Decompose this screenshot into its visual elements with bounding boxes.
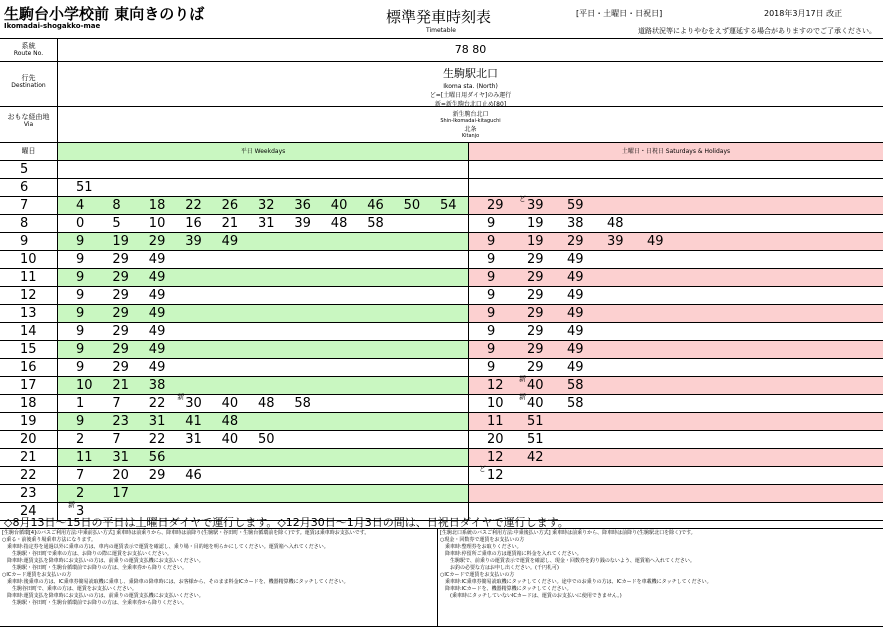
- instruction-line: ○乗る・前後乗り場乗車方法になります。: [2, 537, 96, 543]
- weekday-minutes: [58, 161, 469, 178]
- departure-minute: 4: [76, 198, 85, 213]
- holiday-minutes: [469, 305, 883, 322]
- departure-minute: 22: [148, 432, 166, 447]
- hour-cell: 6: [0, 179, 58, 196]
- departure-minute: 9: [76, 306, 85, 321]
- instruction-line: 生駒駅・谷田町・生駒台循環前でお降りの方は、全乗車券から降りください。: [2, 565, 188, 571]
- instruction-line: 生駒駅・谷田町・生駒台循環前でお降りの方は、全乗車券から降りください。: [2, 600, 188, 606]
- departure-minute: 9: [76, 252, 85, 267]
- holiday-minutes: [469, 395, 883, 412]
- route-label: 系統 Route No.: [0, 39, 58, 61]
- departure-minute: 29: [527, 324, 544, 339]
- departure-minute: 9: [76, 270, 85, 285]
- departure-minute: 40: [330, 198, 348, 213]
- departure-minute: 58: [367, 216, 384, 231]
- departure-minute: 40: [527, 396, 544, 411]
- departure-minute: 39: [294, 216, 311, 231]
- departure-minute: 49: [148, 360, 166, 375]
- departure-minute: 9: [487, 216, 496, 231]
- departure-minute: 1: [76, 396, 85, 411]
- departure-minute: 29: [527, 288, 544, 303]
- departure-minute: 31: [258, 216, 275, 231]
- departure-minute: 2: [76, 432, 85, 447]
- holiday-minutes: [469, 323, 883, 340]
- holiday-minutes: [469, 197, 883, 214]
- departure-minute: 29: [112, 306, 129, 321]
- hour-row: [0, 341, 883, 359]
- delay-warning: 道路状況等によりやむをえず運延する場合がありますのでご了承ください。: [638, 27, 876, 35]
- departure-minute: 10: [148, 216, 166, 231]
- departure-minute: 51: [76, 180, 93, 195]
- departure-minute: 7: [112, 396, 121, 411]
- departure-minute: 58: [567, 396, 584, 411]
- hour-row: [0, 197, 883, 215]
- departure-minute: 49: [567, 252, 584, 267]
- departure-minute: 29: [112, 342, 129, 357]
- weekday-minutes: [58, 305, 469, 322]
- holiday-header: 土曜日・日祝日 Saturdays & Holidays: [469, 143, 883, 160]
- hour-cell: 11: [0, 269, 58, 286]
- hour-cell: 7: [0, 197, 58, 214]
- departure-minute: 49: [647, 234, 664, 249]
- hour-row: [0, 449, 883, 467]
- destination-label: 行先 Destination: [0, 62, 58, 106]
- departure-minute: 23: [112, 414, 129, 429]
- hour-row: [0, 377, 883, 395]
- departure-minute: 9: [487, 252, 496, 267]
- departure-minute: 40: [221, 432, 239, 447]
- departure-minute: 51: [527, 414, 544, 429]
- departure-minute: 22: [148, 396, 166, 411]
- departure-minute: 49: [148, 342, 166, 357]
- holiday-minutes: [469, 341, 883, 358]
- departure-minute: 49: [148, 306, 166, 321]
- hour-cell: 17: [0, 377, 58, 394]
- departure-minute: 10: [76, 378, 93, 393]
- departure-minute: 50: [403, 198, 421, 213]
- holiday-minutes: [469, 377, 883, 394]
- timetable-title-en: Timetable: [426, 27, 456, 34]
- weekday-header: 平日 Weekdays: [58, 143, 469, 160]
- departure-minute: 49: [567, 270, 584, 285]
- departure-minute: 49: [567, 288, 584, 303]
- hour-cell: 15: [0, 341, 58, 358]
- via-label: おもな経由地 Via: [0, 107, 58, 143]
- departure-minute: 29: [527, 360, 544, 375]
- service-days: [平日・土曜日・日祝日]: [576, 9, 663, 18]
- holiday-minutes: [469, 467, 883, 484]
- holiday-minutes: [469, 287, 883, 304]
- hour-row: [0, 485, 883, 503]
- holiday-minutes: [469, 233, 883, 250]
- route-value: 78 80: [454, 43, 487, 56]
- departure-minute: 39: [527, 198, 544, 213]
- instruction-line: ○ICカードで運賃をお支払いの方: [440, 572, 515, 578]
- departure-minute: 9: [76, 324, 85, 339]
- left-instructions: [2, 530, 369, 607]
- hour-row: [0, 215, 883, 233]
- page-header: [0, 0, 887, 36]
- hour-row: [0, 323, 883, 341]
- departure-minute: 12: [487, 378, 504, 393]
- departure-minute: 56: [148, 450, 166, 465]
- revision-date: 2018年3月17日 改正: [764, 9, 843, 18]
- departure-minute: 7: [76, 468, 85, 483]
- hour-cell: 12: [0, 287, 58, 304]
- departure-minute: 5: [112, 216, 121, 231]
- via-value: [58, 107, 883, 143]
- stop-name-en: Ikomadai-shogakko-mae: [4, 22, 101, 30]
- holiday-minutes: [469, 485, 883, 502]
- holiday-minutes: [469, 449, 883, 466]
- weekday-minutes: [58, 341, 469, 358]
- holiday-minutes: [469, 161, 883, 178]
- departure-minute: 49: [148, 270, 166, 285]
- departure-minute: 11: [76, 450, 93, 465]
- weekday-minutes: [58, 251, 469, 268]
- departure-minute: 10: [487, 396, 504, 411]
- weekday-minutes: [58, 287, 469, 304]
- hour-row: [0, 161, 883, 179]
- hour-cell: 10: [0, 251, 58, 268]
- departure-minute: 9: [76, 234, 85, 249]
- instruction-line: 乗車時:IC乗車券簡易読取機にタッチしてください。途中でのお乗りの方は、ICカードを車載機にタッチしてください。: [440, 579, 712, 585]
- instruction-line: 降車時:運賃支払を降車時にお支払いの方は、前乗りの運賃支払機にお支払いください。: [2, 558, 204, 564]
- weekday-minutes: [58, 395, 469, 412]
- trip-mark: ど: [519, 195, 526, 203]
- departure-minute: 16: [185, 216, 202, 231]
- hour-row: [0, 179, 883, 197]
- hour-row: [0, 467, 883, 485]
- departure-minute: 29: [148, 234, 166, 249]
- departure-minute: 49: [567, 324, 584, 339]
- hour-row: [0, 359, 883, 377]
- departure-minute: 29: [112, 288, 129, 303]
- departure-minute: 31: [185, 432, 202, 447]
- instruction-line: 降車時:ICカードを、機器精算機にタッチしてください。: [440, 586, 572, 592]
- departure-minute: 39: [185, 234, 202, 249]
- hour-row: [0, 395, 883, 413]
- departure-minute: 9: [487, 234, 496, 249]
- weekday-minutes: [58, 467, 469, 484]
- hour-row: [0, 287, 883, 305]
- instruction-line: 乗車時:指定券を通過以外に乗車の方は、車内の運賃表示で運賃を確認し、乗り場・目的地を明らかにしてください。運賃箱へ入れてください。: [2, 544, 329, 550]
- instruction-line: 乗車時:後乗車の方は、IC乗車券簡易読取機に乗車し、乗降車の降車時には、お客様から、そのまま料金ICカードを、機器精算機にタッチしてください。: [2, 579, 349, 585]
- instruction-line: [生駒北口系統のバスご利用方法:中乗後払い方式] 乗車時は前乗りから、降車時は前降り(生駒駅北口を除く)です。: [440, 530, 696, 536]
- departure-minute: 46: [367, 198, 384, 213]
- hour-cell: 19: [0, 413, 58, 430]
- departure-minute: 18: [148, 198, 166, 213]
- trip-mark: ど: [479, 465, 486, 473]
- departure-minute: 59: [567, 198, 584, 213]
- departure-minute: 49: [567, 342, 584, 357]
- departure-minute: 9: [76, 360, 85, 375]
- instruction-line: 生駒駅・谷田町で乗車の方は、お降りの際に運賃をお支払いください。: [2, 551, 173, 557]
- departure-minute: 9: [76, 288, 85, 303]
- holiday-minutes: [469, 251, 883, 268]
- departure-minute: 17: [112, 486, 129, 501]
- departure-minute: 29: [112, 360, 129, 375]
- destination-value: [58, 62, 883, 106]
- weekday-minutes: [58, 377, 469, 394]
- departure-minute: 58: [294, 396, 311, 411]
- departure-minute: 39: [607, 234, 624, 249]
- departure-minute: 29: [567, 234, 584, 249]
- instruction-line: 生駒谷田町で、乗車の方は、運賃をお支払いください。: [2, 586, 137, 592]
- departure-minute: 40: [221, 396, 239, 411]
- weekday-minutes: [58, 413, 469, 430]
- departure-minute: 49: [148, 324, 166, 339]
- via-row: [0, 106, 883, 143]
- via-stop-2-en: Kitanjo: [461, 133, 480, 139]
- departure-minute: 26: [221, 198, 239, 213]
- departure-minute: 29: [112, 252, 129, 267]
- hour-row: [0, 251, 883, 269]
- weekday-minutes: [58, 179, 469, 196]
- instruction-line: (乗車時にタッチしていないICカードは、運賃のお支払いに使用できません。): [440, 593, 622, 599]
- departure-minute: 20: [112, 468, 129, 483]
- destination-name-en: Ikoma sta. (North): [443, 83, 498, 90]
- departure-minute: 29: [112, 324, 129, 339]
- departure-minute: 11: [487, 414, 504, 429]
- departure-minute: 9: [487, 324, 496, 339]
- departure-minute: 9: [487, 360, 496, 375]
- departure-minute: 32: [258, 198, 275, 213]
- departure-minute: 48: [221, 414, 239, 429]
- departure-minute: 48: [607, 216, 624, 231]
- instruction-line: 乗車時:整理券をお取りください。: [440, 544, 522, 550]
- hour-cell: 20: [0, 431, 58, 448]
- departure-minute: 42: [527, 450, 544, 465]
- departure-minute: 29: [527, 252, 544, 267]
- departure-minute: 51: [527, 432, 544, 447]
- weekday-minutes: [58, 431, 469, 448]
- instruction-line: ○現金・回数券で運賃をお支払いの方: [440, 537, 525, 543]
- hour-row: [0, 431, 883, 449]
- instruction-line: [生駒台循環[4]のバスご利用方法:中乗前払い方式] 乗車時は前乗りから、降車時は前降り(生駒駅・谷田町・生駒台循環前を除く)です。運賃は乗車時お支払いです。: [2, 530, 370, 536]
- via-stop-2: 北条: [464, 126, 477, 133]
- hour-row: [0, 233, 883, 251]
- instruction-line: 降車時:運賃支払を降車時にお支払いの方は、前乗りの運賃支払機にお支払いください。: [2, 593, 204, 599]
- departure-minute: 41: [185, 414, 202, 429]
- weekday-minutes: [58, 359, 469, 376]
- grid-header-row: [0, 143, 883, 161]
- hour-row: [0, 413, 883, 431]
- departure-minute: 49: [567, 306, 584, 321]
- departure-minute: 49: [567, 360, 584, 375]
- timetable-title: 標準発車時刻表: [386, 8, 492, 26]
- departure-minute: 38: [148, 378, 166, 393]
- departure-minute: 29: [527, 306, 544, 321]
- departure-minute: 29: [112, 270, 129, 285]
- departure-minute: 31: [112, 450, 129, 465]
- destination-name: 生駒駅北口: [443, 67, 498, 80]
- departure-minute: 21: [221, 216, 239, 231]
- instruction-line: 降車時:停留所ご乗車の方は運賃箱に料金を入れてください。: [440, 551, 582, 557]
- hour-cell: 16: [0, 359, 58, 376]
- departure-minute: 22: [185, 198, 202, 213]
- weekday-minutes: [58, 449, 469, 466]
- weekday-minutes: [58, 323, 469, 340]
- departure-minute: 54: [440, 198, 457, 213]
- departure-minute: 19: [112, 234, 129, 249]
- departure-minute: 9: [487, 270, 496, 285]
- departure-minute: 29: [487, 198, 504, 213]
- departure-minute: 49: [148, 252, 166, 267]
- timetable-grid: [0, 142, 883, 521]
- hour-row: [0, 305, 883, 323]
- via-stop-1-en: Shin-Ikomadai-kitaguchi: [440, 118, 501, 124]
- departure-minute: 12: [487, 450, 504, 465]
- departure-minute: 58: [567, 378, 584, 393]
- departure-minute: 50: [258, 432, 275, 447]
- hour-row: [0, 269, 883, 287]
- hour-cell: 8: [0, 215, 58, 232]
- departure-minute: 46: [185, 468, 202, 483]
- departure-minute: 9: [76, 342, 85, 357]
- departure-minute: 40: [527, 378, 544, 393]
- calendar-notice: ◇8月13日～15日の平日は土曜日ダイヤで運行します。◇12月30日～1月3日の間は、日祝日ダイヤで運行します。: [4, 516, 569, 529]
- trip-mark: 新: [177, 393, 185, 401]
- departure-minute: 29: [148, 468, 166, 483]
- departure-minute: 8: [112, 198, 121, 213]
- holiday-minutes: [469, 359, 883, 376]
- stop-name: 生駒台小学校前 東向きのりば: [4, 5, 205, 23]
- hour-cell: 21: [0, 449, 58, 466]
- departure-minute: 38: [567, 216, 584, 231]
- destination-row: [0, 61, 883, 106]
- departure-minute: 19: [527, 234, 544, 249]
- departure-minute: 7: [112, 432, 121, 447]
- hour-cell: 24: [0, 503, 58, 520]
- hour-cell: 9: [0, 233, 58, 250]
- weekday-minutes: [58, 485, 469, 502]
- holiday-minutes: [469, 179, 883, 196]
- departure-minute: 19: [527, 216, 544, 231]
- hour-cell: 14: [0, 323, 58, 340]
- departure-minute: 9: [487, 288, 496, 303]
- via-stop-1: 新生駒台北口: [452, 111, 489, 118]
- departure-minute: 49: [148, 288, 166, 303]
- holiday-minutes: [469, 413, 883, 430]
- departure-minute: 9: [487, 342, 496, 357]
- destination-note-1: ど=[土曜日用ダイヤ]のみ運行: [429, 92, 512, 99]
- departure-minute: 20: [487, 432, 504, 447]
- departure-minute: 0: [76, 216, 85, 231]
- departure-minute: 29: [527, 342, 544, 357]
- weekday-minutes: [58, 215, 469, 232]
- departure-minute: 9: [487, 306, 496, 321]
- instruction-line: 生駒駅で、前乗りの運賃表示で運賃を確認し、現金・回数券を釣り銭のないよう、運賃箱へ入れてください。: [440, 558, 695, 564]
- departure-minute: 36: [294, 198, 311, 213]
- instruction-line: お釣の必要な方はお申し出ください。(千円札可): [440, 565, 559, 571]
- departure-minute: 29: [527, 270, 544, 285]
- destination-note-2: 新=新生駒台北口止め[80]: [434, 101, 507, 108]
- departure-minute: 2: [76, 486, 85, 501]
- departure-minute: 31: [148, 414, 166, 429]
- hour-cell: 23: [0, 485, 58, 502]
- instruction-line: ○ICカード運賃をお支払いの方: [2, 572, 72, 578]
- hour-cell: 5: [0, 161, 58, 178]
- trip-mark: 新: [519, 375, 526, 383]
- weekday-minutes: [58, 269, 469, 286]
- hour-cell: 22: [0, 467, 58, 484]
- weekday-minutes: [58, 233, 469, 250]
- hour-cell: 18: [0, 395, 58, 412]
- holiday-minutes: [469, 215, 883, 232]
- hour-cell: 13: [0, 305, 58, 322]
- departure-minute: 30: [185, 396, 202, 411]
- trip-mark: 新: [519, 393, 526, 401]
- trip-mark: 新: [68, 501, 75, 509]
- departure-minute: 3: [76, 504, 85, 519]
- departure-minute: 9: [76, 414, 85, 429]
- hour-column-header: 曜日: [0, 143, 58, 160]
- route-row: [0, 38, 883, 61]
- holiday-minutes: [469, 431, 883, 448]
- departure-minute: 21: [112, 378, 129, 393]
- departure-minute: 48: [330, 216, 348, 231]
- weekday-minutes: [58, 197, 469, 214]
- departure-minute: 12: [487, 468, 504, 483]
- departure-minute: 48: [258, 396, 275, 411]
- departure-minute: 49: [221, 234, 239, 249]
- holiday-minutes: [469, 269, 883, 286]
- right-instructions: [440, 530, 712, 600]
